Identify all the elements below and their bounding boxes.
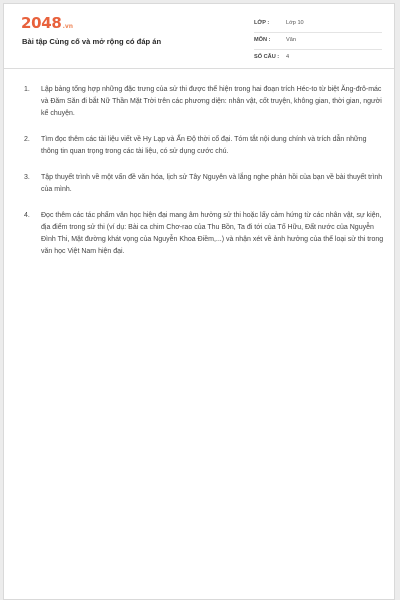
question-item <box>18 210 384 258</box>
question-text: Lập bảng tổng hợp những đặc trưng của sử thi được thể hiện trong hai đoạn trích Héc-to từ biệt Ăng-đrô-mác và Đăm Săn đi bắt Nữ Thần Mặt Trời trên các phương diện: nhân vật, cốt truyện, không gian, thời gian, người kể chuyện. <box>41 86 382 117</box>
meta-row-subject <box>254 33 382 50</box>
logo-suffix: .vn <box>62 23 74 30</box>
logo-text: 2048 <box>21 14 62 32</box>
question-number: 4. <box>24 212 30 219</box>
question-item <box>18 172 384 196</box>
meta-row-question-count <box>254 50 382 66</box>
question-number: 1. <box>24 86 30 93</box>
meta-label-question-count: SỐ CÂU : <box>254 54 280 60</box>
meta-label-class: LỚP : <box>254 20 270 26</box>
document-header <box>4 4 394 69</box>
document-meta <box>254 16 382 66</box>
question-text: Đọc thêm các tác phẩm văn học hiện đại mang âm hưởng sử thi hoặc lấy cảm hứng từ các nhân vật, sự kiện, địa điểm trong sử thi (ví dụ: Bài ca chim Chơ-rao của Thu Bồn, Ta đi tới của Tố Hữu, Đất nước của Nguyễn Đình Thi, Mặt đường khát vọng của Nguyễn Khoa Điềm,...) và nhận xét về ảnh hưởng của thể loại sử thi trong văn học Việt Nam hiện đại. <box>41 212 384 255</box>
document-title: Bài tập Củng cố và mở rộng có đáp án <box>22 37 162 46</box>
meta-label-subject: MÔN : <box>254 37 271 43</box>
question-text: Tập thuyết trình về một vấn đề văn hóa, lịch sử Tây Nguyên và lắng nghe phản hồi của bạn về bài thuyết trình của mình. <box>41 174 383 193</box>
meta-row-class <box>254 16 382 33</box>
meta-value-class: Lớp 10 <box>286 20 304 26</box>
document-page <box>3 3 395 600</box>
site-logo[interactable] <box>21 15 73 35</box>
meta-value-question-count: 4 <box>286 54 290 60</box>
question-number: 2. <box>24 136 30 143</box>
question-item <box>18 134 384 158</box>
meta-value-subject: Văn <box>286 37 296 43</box>
question-number: 3. <box>24 174 30 181</box>
question-item <box>18 84 384 120</box>
question-text: Tìm đọc thêm các tài liệu viết về Hy Lạp và Ấn Độ thời cổ đại. Tóm tắt nội dung chính và trích dẫn những thông tin quan trọng trong các tài liệu, có sử dụng cước chú. <box>41 136 367 155</box>
question-list <box>18 84 384 272</box>
